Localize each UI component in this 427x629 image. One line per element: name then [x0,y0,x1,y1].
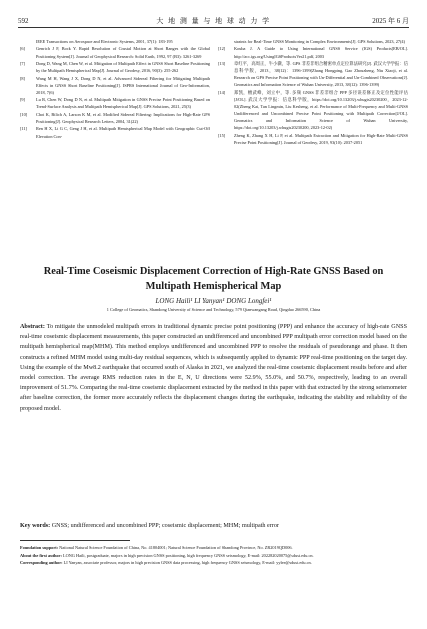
reference-item [20,111,210,125]
issue-date: 2025 年 6 月 [372,17,409,25]
reference-number: [15] [218,132,226,138]
reference-number: [14] [218,89,226,95]
reference-text: Lu R, Chen W, Dong D N, et al. Multipath Mitigation in GNSS Precise Point Positioning Based on Trend-Surface Analysis and Multipath Hemispherical Map[J]. GPS Solutions, 2021, 25(3) [36,97,210,110]
reference-number: [13] [218,61,226,67]
reference-number: [9] [20,97,26,103]
reference-text: Ren H X, Li G C, Geng J H, et al. Multipath Hemispherical Map Model with Geographic Cut-Off Elevation Con- [36,126,210,139]
reference-item [20,45,210,59]
page-number: 592 [18,17,29,25]
reference-number [20,38,36,45]
reference-text: IEEE Transactions on Aerospace and Electronic Systems, 2001, 37(1): 183-195 [36,39,173,44]
reference-item [218,38,408,45]
footnotes [20,544,407,567]
reference-item [20,125,210,139]
reference-number: [12] [218,46,226,52]
reference-text: Wang M H, Wang J X, Dong D N, et al. Advanced Sidereal Filtering for Mitigating Multipath Effects in GNSS Short Baseline Positioning[J]. ISPRS International Journal of Geo-Information, 2018, 7(6) [36,75,210,95]
reference-text: Zheng K, Zhang X H, Li P, et al. Multipath Extraction and Mitigation for High-Rate Multi-GNSS Precise Point Positioning[J]. Journal of Geodesy, 2019, 93(10): 2037-2051 [234,132,408,145]
reference-item [20,38,210,45]
article-title: Real-Time Coseismic Displacement Correction of High-Rate GNSS Based on Multipath Hemispherical Map [43,266,384,292]
footnote-label: About the first author: [20,552,62,558]
reference-text: straints for Real-Time GNSS Monitoring in Complex Environments[J]. GPS Solutions, 2023, 27(4) [234,39,406,44]
reference-item [20,60,210,74]
footnote-text: LONG Haili, postgraduate, majors in high precision GNSS positioning, high frequency GNSS seismology, E-mail: 202282020075@sdust.edu.cn. [61,552,314,558]
keywords [20,521,407,531]
reference-item [218,60,408,88]
footnote-label: Foundation support: [20,545,59,550]
author-affiliation: 1 College of Geomatics, Shandong University of Science and Technology, 579 Qianwangang Road, Qingdao 266590, China [106,307,321,312]
reference-number: [6] [20,46,26,52]
footnote-item [20,552,407,560]
running-header [18,15,409,28]
footnote-item [20,559,407,567]
reference-text: Genrich J F, Bock Y. Rapid Resolution of Crustal Motion at Short Ranges with the Global Positioning System[J]. Journal of Geophysical Research: Solid Earth, 1992, 97 (B3): 3261-3269 [36,46,210,59]
reference-text: 章红平，高周正，牛小骥，等. GPS 非差非组合精密单点定位算法研究[J]. 武汉大学学报：信息科学版，2013，38(12)：1396-1399(Zhang Hongping, Gao Zhouzheng, Niu Xiaoji, et al. Research on GPS Precise Point Positioning with Un-Differential and Un-Combined Observations[J]. Geomatics and Information Science of Wuhan University, 2013, 38(12): 1396-1399) [234,61,408,88]
reference-text: Kouba J. A Guide to Using International GNSS Service (IGS) Products[EB/OL]. http://acc.igs.org/UsingIGSProductsVer21.pdf, 2003 [234,46,408,59]
footnote-item [20,544,407,552]
journal-title: 大 地 测 量 与 地 球 动 力 学 [156,17,271,25]
references-right-column [218,38,408,146]
reference-item [218,89,408,132]
author-list: LONG Haili¹ LI Yanyan¹ DONG Longfei¹ [155,297,272,305]
reference-text: 郑凯，檀武峰，刘立中，等. 多频 GNSS 非差非组合 PPP 多径误差修正及定位性能评估[J/OL]. 武汉大学学报：信息科学版，https://doi.org/10.13203/j.whugis20230200，2023-12-02(Zheng Kai, Tan Lingmin, Liu Kesheng, et al. Performance of Multi-Frequency and Multi-GNSS Undifferenced and Uncombined Precise Point Positioning with Multipath Correction[J/OL]. Geomatics and Information Science of Wuhan University, https://doi.org/10.13203/j.whugis20230200, 2023-12-02) [234,89,408,131]
reference-text: Dong D, Wang M, Chen W, et al. Mitigation of Multipath Effect in GNSS Short Baseline Positioning by the Multipath Hemispherical Map[J]. Journal of Geodesy, 2016, 90(3): 255-262 [36,61,210,74]
reference-number: [10] [20,111,28,117]
keywords-label: Key words: [20,523,51,529]
reference-item [218,132,408,146]
keywords-text: GNSS; undifferenced and uncombined PPP; coseismic displacement; MHM; multipath error [50,523,279,529]
footnote-label: Corresponding author: [20,560,63,566]
reference-number: [11] [20,126,27,132]
footnote-text: LI Yanyan, associate professor, majors in high precision GNSS data processing, high frequency GNSS seismology, E-mail: yylee@sdust.edu.cn. [62,560,312,566]
reference-item [218,45,408,59]
reference-text: Choi K, Bilich A, Larson K M, et al. Modified Sidereal Filtering: Implications for High-Rate GPS Positioning[J]. Geophysical Research Letters, 2004, 31(22) [36,111,210,124]
reference-number: [8] [20,75,26,81]
references-left-column [20,38,210,140]
footnote-text: National Natural Science Foundation of China, No. 41804001; Natural Science Foundation of Shandong Province, No. ZR2019QD006. [58,545,293,550]
reference-item [20,96,210,110]
abstract-text: To mitigate the unmodeled multipath errors in traditional dynamic precise point positioning (PPP) and enhance the accuracy of high-rate GNSS real-time coseismic displacement measurements, this paper constructed an undifferenced and uncombined PPP multipath error correction model based on the multipath hemispherical map(MHM). This method employs undifferenced and uncombined PPP to resolve the residuals of pseudorange and phase. It then constructs a refined MHM model using multi-day residual sequences, which is subsequently applied to dynamic PPP real-time positioning on the target day. Using the example of the Mw8.2 earthquake that occurred south of Alaska in 2021, we analyzed the real-time coseismic displacement results before and after model correction. The average RMS reduction rates in the E, N, U directions were 52.9%, 55.0%, and 50.7%, respectively, leading to an overall improvement of 51.7%. Comparing the real-time coseismic displacement extracted by the method in this paper with that extracted by the strong seismometer after baseline correction, the former more accurately reflects the displacement changes during the earthquake, indicating the stability and reliability of the proposed model. [20,324,407,412]
reference-item [20,75,210,96]
footnote-divider [20,540,130,541]
reference-number [218,38,234,45]
abstract-label: Abstract: [20,324,45,330]
abstract [20,322,407,414]
reference-number: [7] [20,61,26,67]
